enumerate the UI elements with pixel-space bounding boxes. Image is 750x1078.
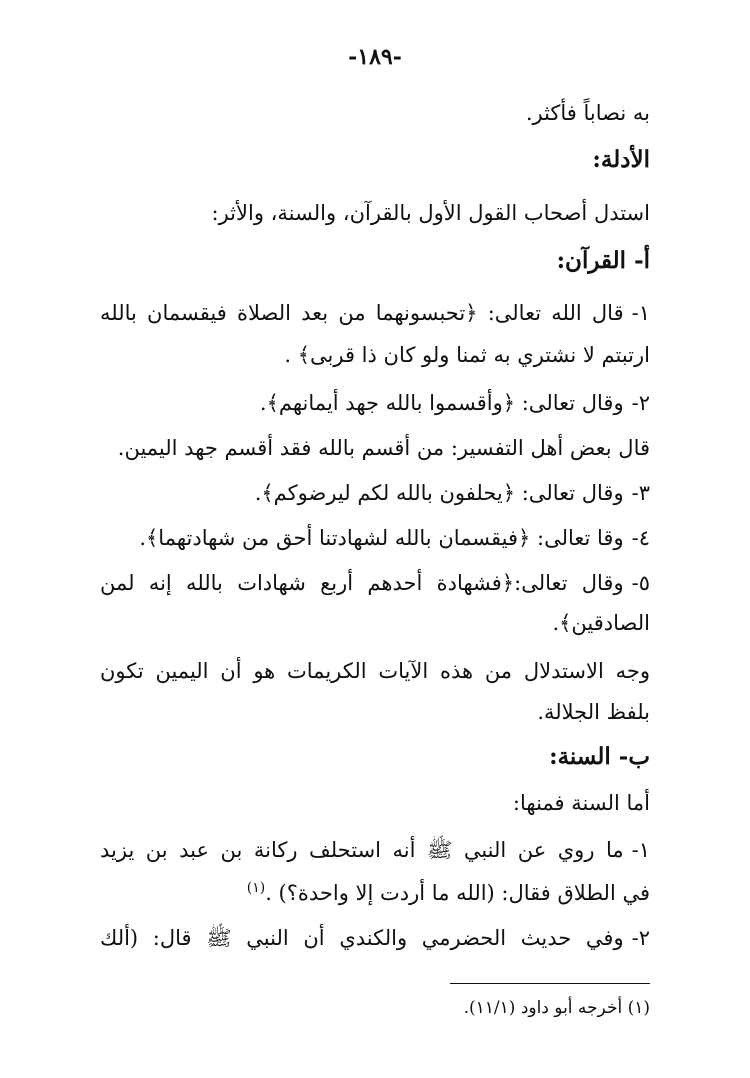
list-item <box>100 388 650 418</box>
list-item-number: ٤- <box>631 526 650 550</box>
list-item-number: ١- <box>631 838 650 862</box>
list-item <box>100 923 650 953</box>
footnote-reference: (١) <box>246 880 266 896</box>
footnote <box>464 995 650 1021</box>
footnote-text: أخرجه أبو داود (١١/١). <box>463 998 623 1018</box>
list-item-text: وقال تعالى:﴿فشهادة أحدهم أربع شهادات بالله إنه لمن <box>100 571 624 595</box>
list-item <box>100 478 650 508</box>
text-line: أما السنة فمنها: <box>512 791 650 815</box>
list-item <box>100 568 650 598</box>
section-heading-quran: أ- القرآن: <box>556 247 650 274</box>
list-item-text: وفي حديث الحضرمي والكندي أن النبي ﷺ قال: (ألك <box>100 926 624 950</box>
section-heading-evidence: الأدلة: <box>592 146 650 173</box>
text-line: ارتبتم لا نشتري به ثمنا ولو كان ذا قربى﴾ . <box>284 343 650 367</box>
text-line: به نصاباً فأكثر. <box>525 101 650 125</box>
text-line-content: في الطلاق فقال: (الله ما أردت إلا واحدة؟) . <box>265 881 650 905</box>
list-item-text: وقا تعالى: ﴿فيقسمان بالله لشهادتنا أحق من شهادتهما﴾. <box>139 526 624 550</box>
text-line: وجه الاستدلال من هذه الآيات الكريمات هو أن اليمين تكون <box>100 659 650 683</box>
list-item-number: ٣- <box>631 481 650 505</box>
list-item-text: وقال تعالى: ﴿وأقسموا بالله جهد أيمانهم﴾. <box>259 391 624 415</box>
text-line: قال بعض أهل التفسير: من أقسم بالله فقد أقسم جهد اليمين. <box>117 436 650 460</box>
list-item <box>100 835 650 865</box>
list-item-text: وقال تعالى: ﴿يحلفون بالله لكم ليرضوكم﴾. <box>254 481 624 505</box>
list-item-number: ٢- <box>631 926 650 950</box>
page-number: -١٨٩- <box>348 44 402 70</box>
list-item-text: ما روي عن النبي ﷺ أنه استحلف ركانة بن عبد بن يزيد <box>100 838 624 862</box>
list-item <box>100 523 650 553</box>
text-line: بلفظ الجلالة. <box>537 700 650 724</box>
footnote-divider <box>450 983 650 984</box>
footnote-mark: (١) <box>627 998 650 1018</box>
list-item <box>100 298 650 328</box>
list-item-text: قال الله تعالى: ﴿تحبسونهما من بعد الصلاة فيقسمان بالله <box>100 301 624 325</box>
section-heading-sunnah: ب- السنة: <box>549 743 650 770</box>
text-line: الصادقين﴾. <box>552 611 650 635</box>
text-line: استدل أصحاب القول الأول بالقرآن، والسنة، والأثر: <box>211 201 650 225</box>
list-item-number: ١- <box>631 301 650 325</box>
list-item-number: ٢- <box>631 391 650 415</box>
list-item-number: ٥- <box>631 571 650 595</box>
text-line <box>100 873 650 908</box>
